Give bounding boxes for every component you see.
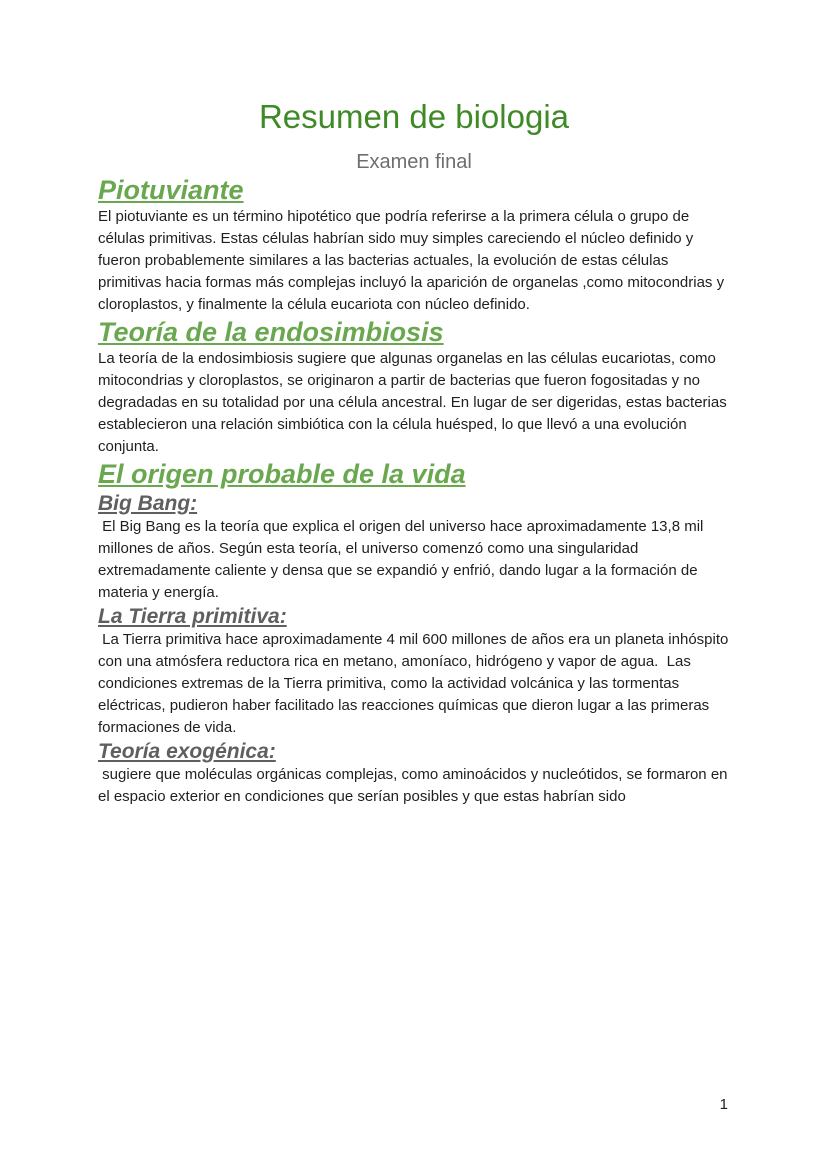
- paragraph-endosimbiosis: La teoría de la endosimbiosis sugiere que algunas organelas en las células eucariotas, como mitocondrias y cloroplastos, se originaron a partir de bacterias que fueron fogositadas y no degradadas en su totalidad por una célula ancestral. En lugar de ser digeridas, estas bacterias establecieron una relación simbiótica con la célula huésped, lo que llevó a una evolución conjunta.: [98, 350, 731, 456]
- paragraph-tierra-primitiva: La Tierra primitiva hace aproximadamente 4 mil 600 millones de años era un planeta inhóspito con una atmósfera reductora rica en metano, amoníaco, hidrógeno y vapor de agua. Las condiciones extremas de la Tierra primitiva, como la actividad volcánica y las tormentas eléctricas, pudieron haber facilitado las reacciones químicas que dieron lugar a las primeras formaciones de vida.: [98, 631, 733, 737]
- document-content: [0, 97, 828, 808]
- document-subtitle: Examen final: [356, 150, 472, 173]
- paragraph-big-bang: El Big Bang es la teoría que explica el origen del universo hace aproximadamente 13,8 mil millones de años. Según esta teoría, el universo comenzó como una singularidad extremadamente caliente y densa que se expandió y enfrió, dando lugar a la formación de materia y energía.: [98, 517, 708, 601]
- document-title: Resumen de biologia: [258, 98, 570, 135]
- paragraph-teoria-exogenica: sugiere que moléculas orgánicas complejas, como aminoácidos y nucleótidos, se formaron en el espacio exterior en condiciones que serían posibles y que estas habrían sido: [98, 766, 732, 806]
- subheading-big-bang: Big Bang:: [98, 491, 198, 515]
- page-number: 1: [719, 1096, 728, 1113]
- subheading-tierra-primitiva: La Tierra primitiva:: [98, 604, 287, 628]
- subheading-teoria-exogenica: Teoría exogénica:: [98, 740, 276, 764]
- paragraph-piotuviante: El piotuviante es un término hipotético que podría referirse a la primera célula o grupo de células primitivas. Estas células habrían sido muy simples careciendo el núcleo definido y fueron probablemente similares a las bacterias actuales, la evolución de estas células primitivas hacia formas más complejas incluyó la aparición de organelas ,como mitocondrias y cloroplastos, y finalmente la célula eucariota con núcleo definido.: [98, 207, 729, 313]
- section-heading-origen-vida: El origen probable de la vida: [98, 459, 466, 490]
- section-heading-piotuviante: Piotuviante: [98, 174, 244, 205]
- section-heading-endosimbiosis: Teoría de la endosimbiosis: [98, 316, 444, 347]
